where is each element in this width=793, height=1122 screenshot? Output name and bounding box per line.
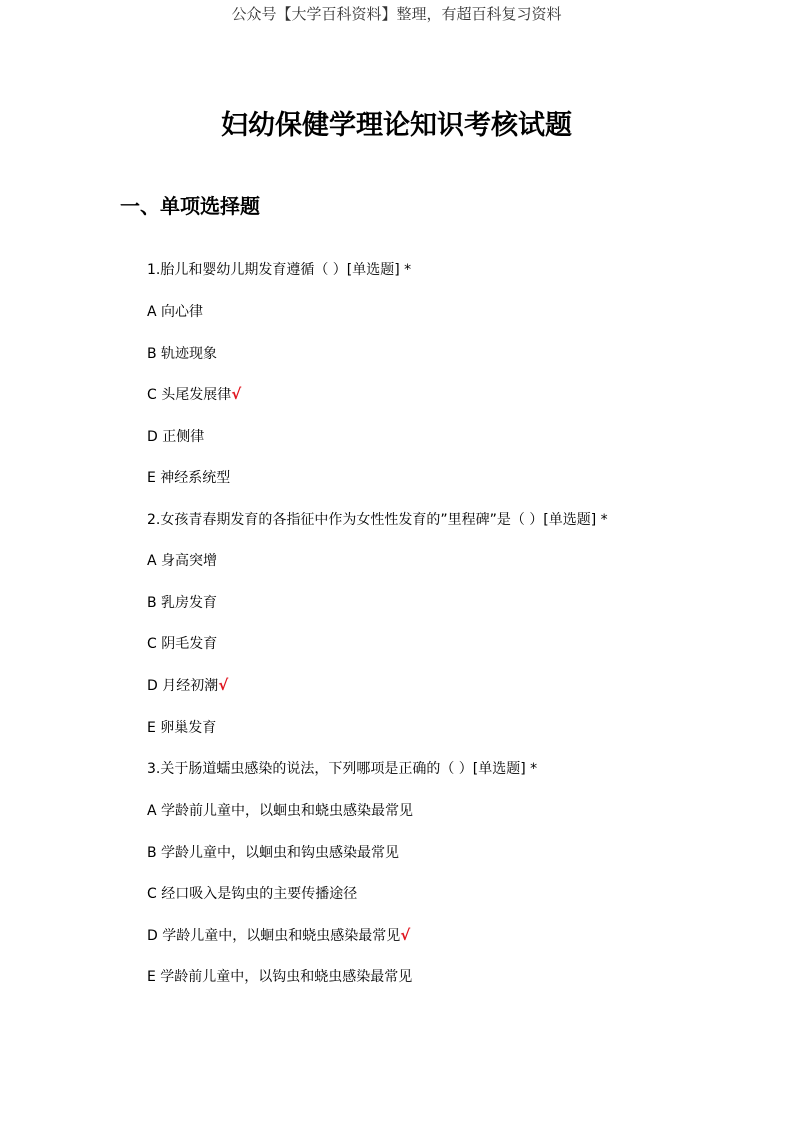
- q3-option-b: B 学龄儿童中，以蛔虫和钩虫感染最常见: [147, 845, 400, 861]
- check-mark-icon: √: [218, 676, 229, 694]
- question-3: 3.关于肠道蠕虫感染的说法，下列哪项是正确的（ ）[单选题] *: [147, 761, 538, 777]
- q1-option-a: A 向心律: [147, 304, 204, 320]
- q2-option-e: E 卵巢发育: [147, 720, 217, 736]
- q1-option-d: D 正侧律: [147, 429, 205, 445]
- section-heading: 一、单项选择题: [120, 194, 260, 218]
- q3-option-a: A 学龄前儿童中，以蛔虫和蛲虫感染最常见: [147, 803, 414, 819]
- page-title: 妇幼保健学理论知识考核试题: [221, 110, 572, 141]
- q1-option-e: E 神经系统型: [147, 470, 231, 486]
- q2-option-d: D 月经初潮√: [147, 676, 229, 694]
- check-mark-icon: √: [231, 385, 242, 403]
- q2-option-b: B 乳房发育: [147, 595, 218, 611]
- page-header: 公众号【大学百科资料】整理，有超百科复习资料: [231, 5, 562, 23]
- q3-option-e: E 学龄前儿童中，以钩虫和蛲虫感染最常见: [147, 969, 413, 985]
- q1-option-b: B 轨迹现象: [147, 346, 218, 362]
- check-mark-icon: √: [400, 926, 411, 944]
- q3-option-c: C 经口吸入是钩虫的主要传播途径: [147, 886, 358, 902]
- q1-option-c: C 头尾发展律√: [147, 385, 242, 403]
- question-2: 2.女孩青春期发育的各指征中作为女性性发育的”里程碑”是（ ）[单选题] *: [147, 512, 608, 528]
- q2-option-a: A 身高突增: [147, 553, 218, 569]
- q2-option-c: C 阴毛发育: [147, 636, 218, 652]
- q3-option-d: D 学龄儿童中，以蛔虫和蛲虫感染最常见√: [147, 926, 411, 944]
- question-1: 1.胎儿和婴幼儿期发育遵循（ ）[单选题] *: [147, 262, 412, 278]
